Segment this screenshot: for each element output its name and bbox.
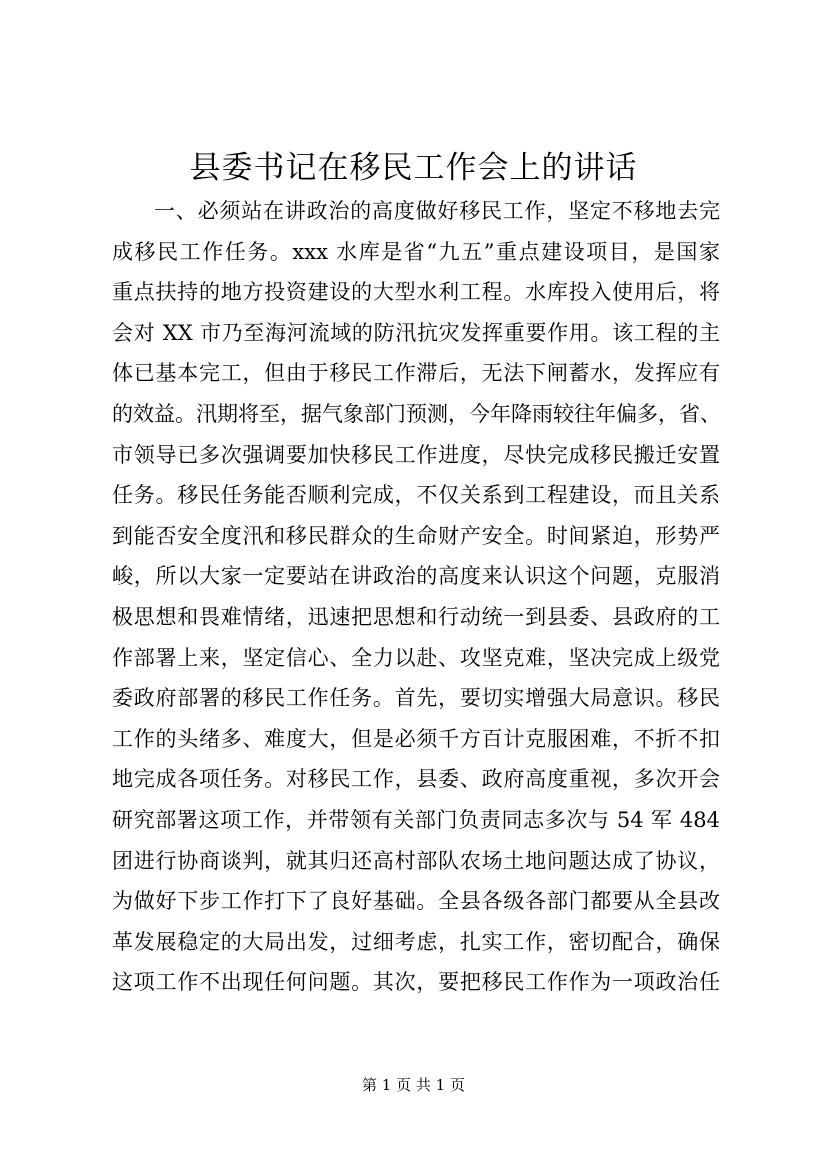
body-line: 极思想和畏难情绪，迅速把思想和行动统一到县委、县政府的工 (112, 604, 720, 629)
body-line: 重点扶持的地方投资建设的大型水利工程。水库投入使用后，将 (112, 280, 720, 305)
body-line: 到能否安全度汛和移民群众的生命财产安全。时间紧迫，形势严 (112, 523, 720, 548)
body-line: 为做好下步工作打下了良好基础。全县各级各部门都要从全县改 (112, 889, 720, 914)
page-footer: 第 1 页 共 1 页 (362, 1076, 465, 1094)
body-line: 一、必须站在讲政治的高度做好移民工作，坚定不移地去完 (154, 199, 720, 223)
body-line: 峻，所以大家一定要站在讲政治的高度来认识这个问题，克服消 (112, 564, 720, 589)
body-line: 委政府部署的移民工作任务。首先，要切实增强大局意识。移民 (112, 686, 720, 711)
body-line: 市领导已多次强调要加快移民工作进度，尽快完成移民搬迁安置 (112, 442, 720, 467)
body-line: 的效益。汛期将至，据气象部门预测，今年降雨较往年偏多，省、 (112, 401, 721, 426)
body-line: 会对 XX 市乃至海河流域的防汛抗灾发挥重要作用。该工程的主 (112, 320, 720, 345)
body-line: 这项工作不出现任何问题。其次，要把移民工作作为一项政治任 (112, 970, 720, 995)
body-line: 研究部署这项工作，并带领有关部门负责同志多次与 54 军 484 (112, 807, 720, 832)
body-line: 任务。移民任务能否顺利完成，不仅关系到工程建设，而且关系 (112, 483, 720, 508)
body-line: 工作的头绪多、难度大，但是必须千方百计克服困难，不折不扣 (112, 726, 720, 751)
body-line: 革发展稳定的大局出发，过细考虑，扎实工作，密切配合，确保 (112, 929, 720, 954)
document-body (112, 191, 720, 1003)
body-line: 团进行协商谈判，就其归还高村部队农场土地问题达成了协议， (112, 848, 720, 873)
body-line: 体已基本完工，但由于移民工作滞后，无法下闸蓄水，发挥应有 (112, 361, 720, 386)
body-line: 作部署上来，坚定信心、全力以赴、攻坚克难，坚决完成上级党 (112, 645, 720, 670)
body-line: 成移民工作任务。xxx 水库是省“九五”重点建设项目，是国家 (112, 239, 720, 264)
body-line: 地完成各项任务。对移民工作，县委、政府高度重视，多次开会 (112, 767, 720, 792)
document-title: 县委书记在移民工作会上的讲话 (189, 150, 638, 186)
